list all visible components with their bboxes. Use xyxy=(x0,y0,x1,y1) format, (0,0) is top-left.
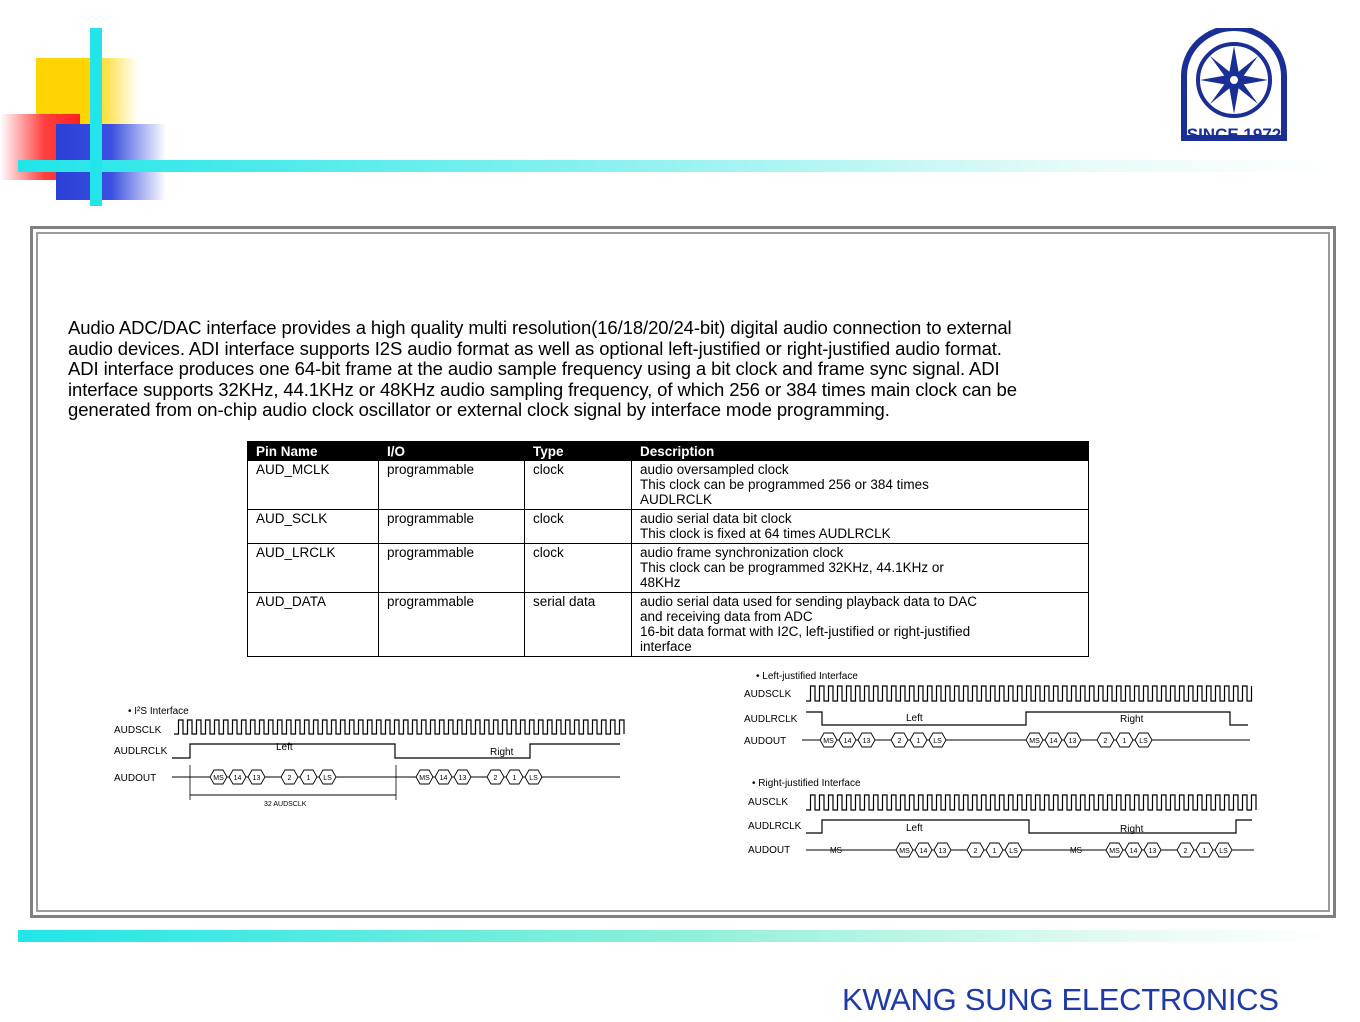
bit-label: 1 xyxy=(1202,848,1207,855)
table-row xyxy=(248,461,1089,510)
header-type: Type xyxy=(525,442,632,461)
bit-label: MS xyxy=(213,775,224,782)
i2s-timing-diagram xyxy=(110,700,630,810)
header-rule xyxy=(18,160,1338,172)
rj-right-label: Right xyxy=(1120,824,1144,835)
bit-label: MS xyxy=(419,775,430,782)
bit-label: 2 xyxy=(287,775,292,782)
bit-label: LS xyxy=(323,775,332,782)
bit-label: MS xyxy=(823,738,834,745)
desc-line: This clock can be programmed 32KHz, 44.1KHz or xyxy=(640,560,944,575)
cell-io: programmable xyxy=(379,510,525,544)
table-row xyxy=(248,544,1089,593)
header-description: Description xyxy=(632,442,1089,461)
desc-line: audio serial data bit clock xyxy=(640,511,792,526)
bit-label: 1 xyxy=(916,738,921,745)
bit-label: 14 xyxy=(919,848,928,855)
desc-line: interface xyxy=(640,639,692,654)
logo-since-text: SINCE 1972 xyxy=(1186,125,1282,144)
i2s-left-label: Left xyxy=(276,742,293,753)
bit-label: 14 xyxy=(1129,848,1138,855)
desc-line: 16-bit data format with I2C, left-justified or right-justified xyxy=(640,624,971,639)
bit-label: 2 xyxy=(897,738,902,745)
i2s-right-label: Right xyxy=(490,747,514,758)
i2s-span-label: 32 AUDSCLK xyxy=(264,801,307,808)
bit-label: 13 xyxy=(862,738,871,745)
header-pin-name: Pin Name xyxy=(248,442,379,461)
bit-label: 14 xyxy=(439,775,448,782)
lj-sclk-label: AUDSCLK xyxy=(744,689,792,700)
cell-type: clock xyxy=(525,544,632,593)
left-justified-timing-diagram xyxy=(740,665,1260,755)
right-justified-timing-diagram xyxy=(744,772,1264,864)
lj-dout-label: AUDOUT xyxy=(744,736,787,747)
desc-line: audio frame synchronization clock xyxy=(640,545,844,560)
cell-type: clock xyxy=(525,461,632,510)
cell-description xyxy=(632,461,1089,510)
bit-label: 1 xyxy=(512,775,517,782)
bit-label: 1 xyxy=(992,848,997,855)
footer-rule xyxy=(18,930,1338,942)
cell-io: programmable xyxy=(379,593,525,657)
rj-clock-wave xyxy=(806,795,1256,810)
cell-io: programmable xyxy=(379,544,525,593)
rj-dout-label: AUDOUT xyxy=(748,845,791,856)
company-name: KWANG SUNG ELECTRONICS xyxy=(842,982,1279,1017)
intro-paragraph xyxy=(68,318,1308,421)
bit-label: LS xyxy=(933,738,942,745)
rj-sclk-label: AUSCLK xyxy=(748,797,789,808)
bit-label: LS xyxy=(1219,848,1228,855)
bit-label: 1 xyxy=(1122,738,1127,745)
bit-label: LS xyxy=(1009,848,1018,855)
desc-line: audio serial data used for sending playback data to DAC xyxy=(640,594,977,609)
bit-label: 13 xyxy=(252,775,261,782)
i2s-lrclk-label: AUDLRCLK xyxy=(114,746,168,757)
bit-label: MS xyxy=(899,848,910,855)
bit-label: 14 xyxy=(1049,738,1058,745)
decor-vertical-bar xyxy=(90,28,102,206)
rj-title: • Right-justified Interface xyxy=(752,778,861,789)
rj-left-label: Left xyxy=(906,823,923,834)
lj-lrclk-label: AUDLRCLK xyxy=(744,714,798,725)
pin-table xyxy=(247,441,1089,657)
table-row xyxy=(248,593,1089,657)
cell-pin: AUD_MCLK xyxy=(248,461,379,510)
bit-label: LS xyxy=(1139,738,1148,745)
cell-description xyxy=(632,544,1089,593)
desc-line: This clock is fixed at 64 times AUDLRCLK xyxy=(640,526,891,541)
table-row xyxy=(248,510,1089,544)
intro-line: generated from on-chip audio clock oscillator or external clock signal by interface mode programming. xyxy=(68,399,890,420)
desc-line: AUDLRCLK xyxy=(640,492,713,507)
lj-left-label: Left xyxy=(906,713,923,724)
cell-pin: AUD_SCLK xyxy=(248,510,379,544)
cell-pin: AUD_DATA xyxy=(248,593,379,657)
lj-right-label: Right xyxy=(1120,714,1144,725)
cell-description xyxy=(632,593,1089,657)
intro-line: audio devices. ADI interface supports I2S audio format as well as optional left-justified or right-justified audio format. xyxy=(68,337,1002,359)
i2s-dout-label: AUDOUT xyxy=(114,773,157,784)
cell-type: clock xyxy=(525,510,632,544)
cell-description xyxy=(632,510,1089,544)
lj-clock-wave xyxy=(806,686,1252,701)
cell-pin: AUD_LRCLK xyxy=(248,544,379,593)
cell-io: programmable xyxy=(379,461,525,510)
rj-ms-label-2: MS xyxy=(1070,846,1082,855)
bit-label: 13 xyxy=(1148,848,1157,855)
lj-title: • Left-justified Interface xyxy=(756,671,858,682)
desc-line: audio oversampled clock xyxy=(640,462,789,477)
bit-label: LS xyxy=(529,775,538,782)
desc-line: and receiving data from ADC xyxy=(640,609,813,624)
bit-label: 2 xyxy=(493,775,498,782)
bit-label: 1 xyxy=(306,775,311,782)
intro-line: Audio ADC/DAC interface provides a high quality multi resolution(16/18/20/24-bit) digital audio connection to external xyxy=(68,317,1012,338)
bit-label: 13 xyxy=(458,775,467,782)
bit-label: 13 xyxy=(1068,738,1077,745)
bit-label: 2 xyxy=(1103,738,1108,745)
cell-type: serial data xyxy=(525,593,632,657)
bit-label: 14 xyxy=(843,738,852,745)
intro-line: interface supports 32KHz, 44.1KHz or 48KHz audio sampling frequency, of which 256 or 384 times main clock can be xyxy=(68,378,1017,400)
bit-label: MS xyxy=(1109,848,1120,855)
i2s-title: • I²S Interface xyxy=(128,706,189,717)
company-logo xyxy=(1176,28,1292,150)
intro-line: ADI interface produces one 64-bit frame at the audio sample frequency using a bit clock and frame sync signal. ADI xyxy=(68,358,1000,379)
desc-line: 48KHz xyxy=(640,575,681,590)
i2s-sclk-label: AUDSCLK xyxy=(114,725,162,736)
header-io: I/O xyxy=(379,442,525,461)
rj-ms-label-1: MS xyxy=(830,846,842,855)
bit-label: MS xyxy=(1029,738,1040,745)
bit-label: 2 xyxy=(973,848,978,855)
bit-label: 2 xyxy=(1183,848,1188,855)
bit-label: 14 xyxy=(233,775,242,782)
table-header-row xyxy=(248,442,1089,461)
desc-line: This clock can be programmed 256 or 384 times xyxy=(640,477,929,492)
rj-lrclk-label: AUDLRCLK xyxy=(748,821,802,832)
bit-label: 13 xyxy=(938,848,947,855)
i2s-clock-wave xyxy=(174,720,624,734)
